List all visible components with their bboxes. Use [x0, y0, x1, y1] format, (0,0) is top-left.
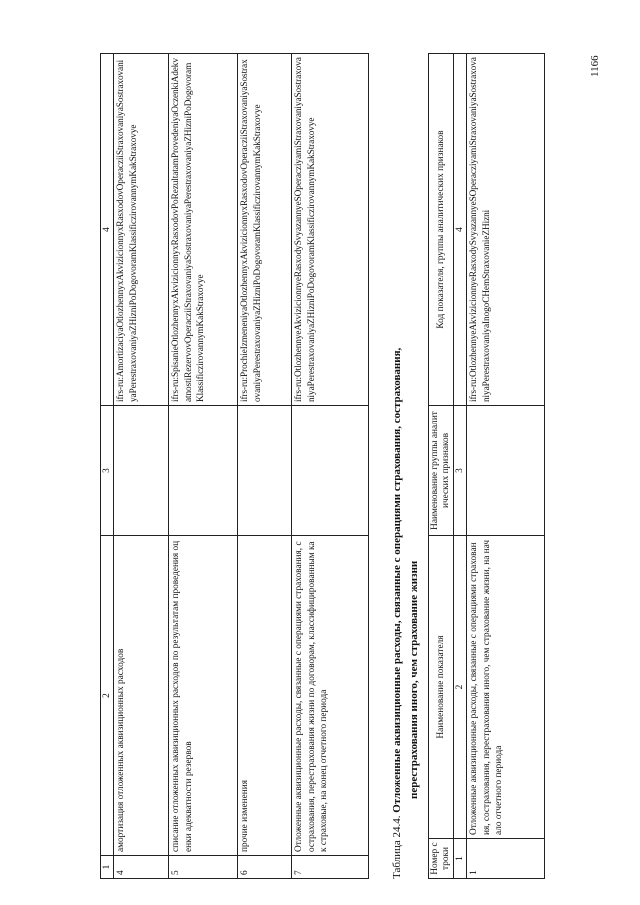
- header-row-number: Номер строки: [429, 839, 454, 879]
- column-number-row: [101, 54, 114, 879]
- indicator-code: ifrs-ru:OtlozhennyeAkvizicionnyeRasxodySvyazannyeSOperacziyamiStraxovaniyaSostraxovaniyaPerestraxovaniyaZHizniPoDogovoramKlassificzirovannymKakStraxovye: [292, 54, 369, 406]
- indicator-name: Отложенные аквизиционные расходы, связанные с операциями страхования, сострахования, перестрахования жизни по договорам, классифицированным как страховые, на конец отчетного периода: [292, 536, 369, 856]
- indicator-code: ifrs-ru:ProchieIzmeneniyaOtlozhennyxAkvizicionnyxRasxodovOperacziiStraxovaniyaSostraxovaniyaPerestraxovaniyaZHizniPoDogovoramKlassificzirovannymKakStraxovye: [238, 54, 292, 406]
- caption-title-line1: Отложенные аквизиционные расходы, связанные с операциями страхования, сострахования,: [391, 347, 403, 813]
- group-name: [467, 406, 545, 536]
- table-row: [169, 54, 238, 879]
- column-number: 2: [454, 536, 467, 839]
- page-number: 1166: [589, 55, 601, 77]
- column-number: 1: [101, 856, 114, 879]
- group-name: [292, 406, 369, 536]
- column-number: 3: [101, 406, 114, 536]
- row-number: 7: [292, 856, 369, 879]
- header-row: [429, 54, 454, 879]
- row-number: 6: [238, 856, 292, 879]
- row-number: 4: [114, 856, 169, 879]
- indicator-code: ifrs-ru:OtlozhennyeAkvizicionnyeRasxodySvyazannyeSOperacziyamiStraxovaniyaSostraxovaniyaPerestraxovaniyaInogoCHemStraxovanieZHizni: [467, 54, 545, 406]
- column-number-row: [454, 54, 467, 879]
- column-number: 4: [454, 54, 467, 406]
- group-name: [169, 406, 238, 536]
- column-number: 3: [454, 406, 467, 536]
- caption-prefix: Таблица 24.4.: [391, 815, 403, 879]
- indicator-code: ifrs-ru:AmortizaciyaOtlozhennyxAkvizicionnyxRasxodovOperacziiStraxovaniyaSostraxovaniyaPerestraxovaniyaZHizniPoDogovoramKlassificzirovannymKakStraxovye: [114, 54, 169, 406]
- header-group-name: Наименование группы аналитических признаков: [429, 406, 454, 536]
- header-indicator-name: Наименование показателя: [429, 536, 454, 839]
- table-caption: [389, 49, 423, 879]
- column-number: 4: [101, 54, 114, 406]
- indicator-table-24-4: [428, 53, 545, 879]
- caption-title-line2: перестрахования иного, чем страхование жизни: [408, 560, 420, 799]
- row-number: 5: [169, 856, 238, 879]
- group-name: [238, 406, 292, 536]
- column-number: 2: [101, 536, 114, 856]
- indicator-code: ifrs-ru:SpisanieOtlozhennyxAkvizicionnyxRasxodovPoRezultatamProvedeniyaOczenkiAdekvatnostiRezervovOperacziiStraxovaniyaSostraxovaniyaPerestraxovaniyaZHizniPoDogovoramKlassificzirovannymKakStraxovye: [169, 54, 238, 406]
- indicator-name: амортизация отложенных аквизиционных расходов: [114, 536, 169, 856]
- indicator-name: прочие изменения: [238, 536, 292, 856]
- column-number: 1: [454, 839, 467, 879]
- table-row: [114, 54, 169, 879]
- indicator-name: Отложенные аквизиционные расходы, связанные с операциями страхования, сострахования, перестрахования иного, чем страхование жизни, на начало отчетного периода: [467, 536, 545, 839]
- indicator-table-continued: [100, 53, 369, 879]
- indicator-name: списание отложенных аквизиционных расходов по результатам проведения оценки адекватности резервов: [169, 536, 238, 856]
- row-number: 1: [467, 839, 545, 879]
- header-indicator-code: Код показателя, группы аналитических признаков: [429, 54, 454, 406]
- table-row: [292, 54, 369, 879]
- table-row: [238, 54, 292, 879]
- group-name: [114, 406, 169, 536]
- table-row: [467, 54, 545, 879]
